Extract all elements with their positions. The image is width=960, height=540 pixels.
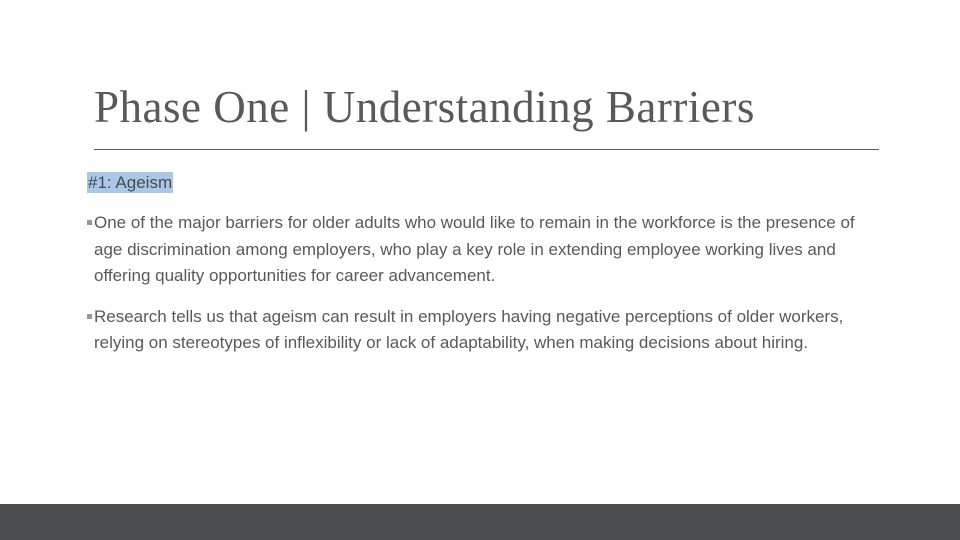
slide-title: Phase One | Understanding Barriers xyxy=(94,82,755,132)
title-divider xyxy=(94,149,879,150)
bullet-text: One of the major barriers for older adults who would like to remain in the workforce is the presence of age discrimination among employers, who play a key role in extending employee working lives and offering quality opportunities for career advancement. xyxy=(94,213,855,285)
bullet-list xyxy=(87,210,887,371)
square-bullet-icon xyxy=(87,220,92,225)
section-subheading[interactable]: #1: Ageism xyxy=(88,173,173,192)
bullet-item xyxy=(87,210,887,290)
square-bullet-icon xyxy=(87,314,92,319)
bullet-text: Research tells us that ageism can result in employers having negative perceptions of older workers, relying on stereotypes of inflexibility or lack of adaptability, when making decisions about hiring. xyxy=(94,306,844,352)
footer-band xyxy=(0,504,960,540)
bullet-item xyxy=(87,304,887,357)
